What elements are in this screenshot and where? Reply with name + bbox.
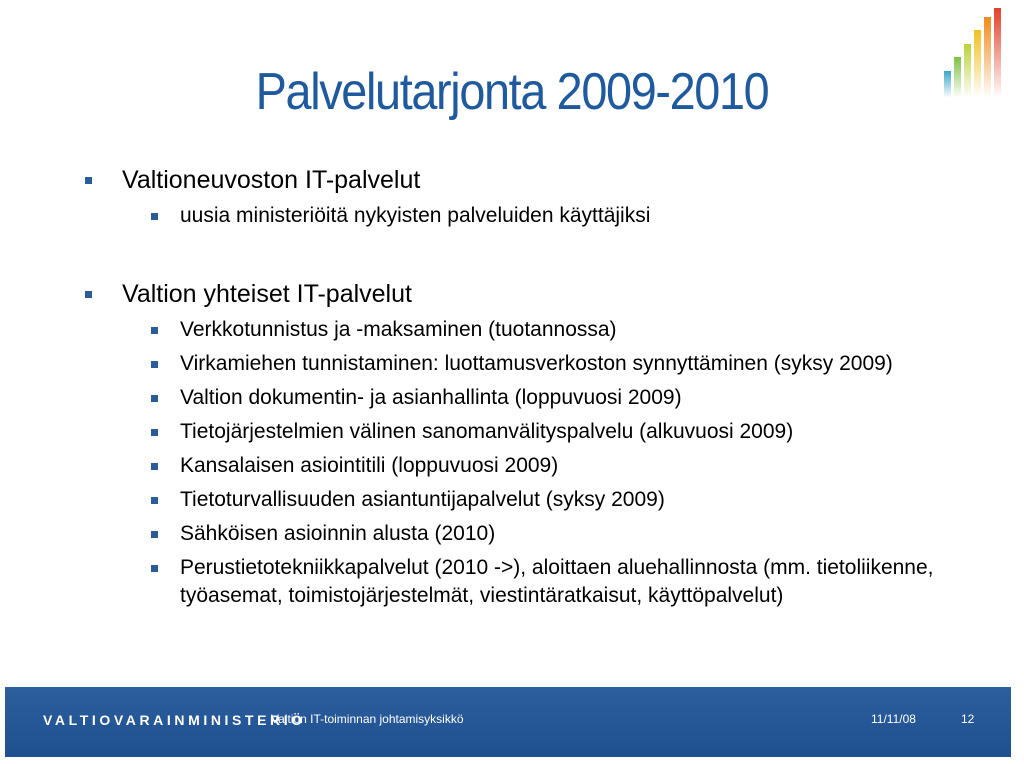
square-bullet-icon [151, 463, 158, 470]
square-bullet-icon [85, 291, 92, 298]
bullet-level2 [80, 554, 960, 610]
square-bullet-icon [151, 497, 158, 504]
bullet-level2 [80, 350, 960, 378]
footer-brand: VALTIOVARAINMINISTERIÖ [43, 712, 306, 728]
bullet-level2 [80, 384, 960, 412]
square-bullet-icon [151, 429, 158, 436]
footer-date: 11/11/08 [871, 712, 916, 726]
list-item: Tietoturvallisuuden asiantuntijapalvelut (syksy 2009) [180, 488, 665, 511]
square-bullet-icon [151, 361, 158, 368]
bullet-level1 [80, 278, 960, 310]
footer-page-number: 12 [961, 712, 975, 726]
logo-bar [994, 8, 1001, 98]
list-item: uusia ministeriöitä nykyisten palveluiden käyttäjiksi [180, 204, 651, 227]
bullet-level2 [80, 316, 960, 344]
bullet-level2 [80, 202, 960, 230]
list-item: Tietojärjestelmien välinen sanomanvälityspalvelu (alkuvuosi 2009) [180, 420, 794, 443]
square-bullet-icon [151, 565, 158, 572]
list-item: Kansalaisen asiointitili (loppuvuosi 2009) [180, 454, 559, 477]
bullet-level2 [80, 520, 960, 548]
bullet-level1 [80, 164, 960, 196]
slide-content [80, 164, 960, 610]
logo-bar [974, 30, 981, 98]
square-bullet-icon [85, 177, 92, 184]
logo-bar [984, 17, 991, 98]
list-item: Virkamiehen tunnistaminen: luottamusverkoston synnyttäminen (syksy 2009) [180, 352, 893, 375]
bullet-level2 [80, 452, 960, 480]
section-heading: Valtion yhteiset IT-palvelut [122, 280, 412, 308]
list-item: Sähköisen asioinnin alusta (2010) [180, 522, 496, 545]
slide-title: Palvelutarjonta 2009-2010 [255, 63, 769, 121]
list-item: Perustietotekniikkapalvelut (2010 ->), aloittaen aluehallinnosta (mm. tietoliikenne, työasemat, toimistojärjestelmät, viestintäratkaisut, käyttöpalvelut) [180, 556, 934, 607]
bullet-level2 [80, 418, 960, 446]
bullet-level2 [80, 486, 960, 514]
footer-unit: Valtion IT-toiminnan johtamisyksikkö [271, 712, 464, 726]
list-item: Valtion dokumentin- ja asianhallinta (loppuvuosi 2009) [180, 386, 682, 409]
square-bullet-icon [151, 395, 158, 402]
list-item: Verkkotunnistus ja -maksaminen (tuotannossa) [180, 318, 617, 341]
footer-bar [5, 687, 1011, 757]
square-bullet-icon [151, 531, 158, 538]
section-heading: Valtioneuvoston IT-palvelut [122, 166, 421, 194]
square-bullet-icon [151, 213, 158, 220]
square-bullet-icon [151, 327, 158, 334]
